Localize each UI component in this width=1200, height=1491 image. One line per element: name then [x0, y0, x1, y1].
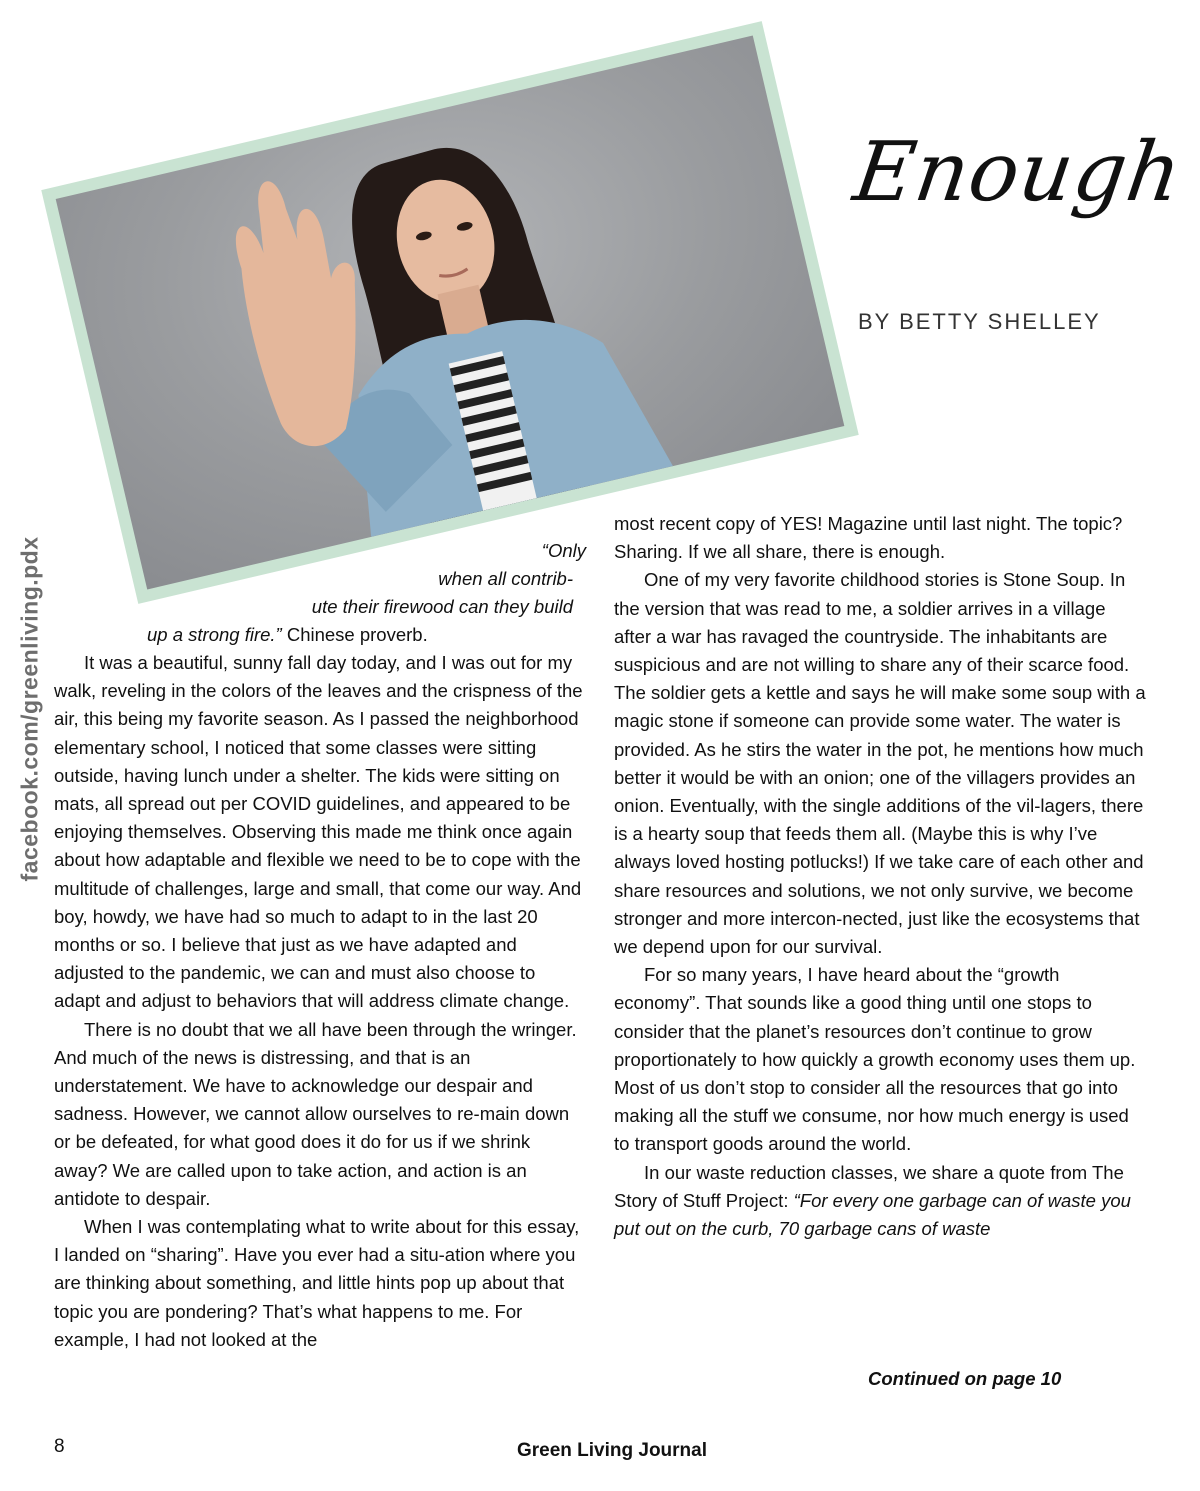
pull-quote-line-4: up a strong fire.” — [147, 624, 282, 645]
paragraph — [614, 1159, 1146, 1244]
page-number: 8 — [54, 1436, 65, 1457]
pull-quote-attribution: Chinese proverb. — [281, 624, 428, 645]
paragraph: most recent copy of YES! Magazine until last night. The topic? Sharing. If we all share, there is enough. — [614, 513, 1123, 563]
pull-quote-line-3: ute their firewood can they build — [311, 596, 573, 617]
paragraph: It was a beautiful, sunny fall day today, and I was out for my walk, reveling in the colors of the leaves and the crispness of the air, this being my favorite season. As I passed the neighborhood elementary school, I noticed that some classes were sitting outside, having lunch under a shelter. The kids were sitting on mats, all spread out per COVID guidelines, and appeared to be enjoying themselves. Observing this made me think once again about how adaptable and flexible we need to be to cope with the multitude of challenges, large and small, that come our way. And boy, howdy, we have had so much to adapt to in the last 20 months or so. I believe that just as we have adapted and adjusted to the pandemic, we can and must also choose to adapt and adjust to behaviors that will address climate change. — [54, 652, 583, 1012]
paragraph: For so many years, I have heard about the “growth economy”. That sounds like a good thing until one stops to consider that the planet’s resources don’t continue to grow proportionately to how quickly a growth economy uses them up. Most of us don’t stop to consider all the resources that go into making all the stuff we consume, nor how much energy is used to transport goods around the world. — [614, 964, 1136, 1155]
article-title: Enough — [848, 125, 1188, 220]
byline: BY BETTY SHELLEY — [858, 309, 1101, 334]
paragraph: One of my very favorite childhood stories is Stone Soup. In the version that was read to me, a soldier arrives in a village after a war has ravaged the countryside. The inhabitants are suspicious and are not willing to share any of their scarce food. The soldier gets a kettle and says he will make some soup with a magic stone if someone can provide some water. The water is provided. As he stirs the water in the pot, he mentions how much better it would be with an onion; one of the villagers provides an onion. Eventually, with the single additions of the vil-lagers, there is a hearty soup that feeds them all. (Maybe this is why I’ve always loved hosting potlucks!) If we take care of each other and share resources and solutions, we not only survive, we become stronger and more intercon-nected, just like the ecosystems that we depend upon for our survival. — [614, 569, 1146, 958]
story-of-stuff-quote: “For every one garbage can of waste you put out on the curb, 70 garbage cans of waste — [614, 1189, 1131, 1240]
article-photo — [56, 36, 845, 590]
continued-note: Continued on page 10 — [868, 1368, 1062, 1389]
facebook-url[interactable]: facebook.com/greenliving.pdx — [16, 536, 43, 882]
left-column — [54, 537, 586, 1354]
pull-quote — [54, 537, 586, 649]
publication-name: Green Living Journal — [516, 1440, 708, 1461]
pull-quote-line-2: when all contrib- — [438, 568, 573, 589]
right-column — [614, 510, 1146, 1243]
paragraph: When I was contemplating what to write about for this essay, I landed on “sharing”. Have you ever had a situ-ation where you are thinking about something, and little hints pop up about that topic you are pondering? That’s what happens to me. For example, I had not looked at the — [54, 1216, 580, 1350]
paragraph-text: In our waste reduction classes, we share a quote from The Story of Stuff Project: — [614, 1161, 1124, 1211]
pull-quote-line-1: “Only — [541, 540, 586, 561]
paragraph: There is no doubt that we all have been through the wringer. And much of the news is distressing, and that is an understatement. We have to acknowledge our despair and sadness. However, we cannot allow ourselves to re-main down or be defeated, for what good does it do for us if we shrink away? We are called upon to take action, and action is an antidote to despair. — [54, 1018, 577, 1209]
woman-stop-gesture-illustration — [56, 36, 845, 590]
